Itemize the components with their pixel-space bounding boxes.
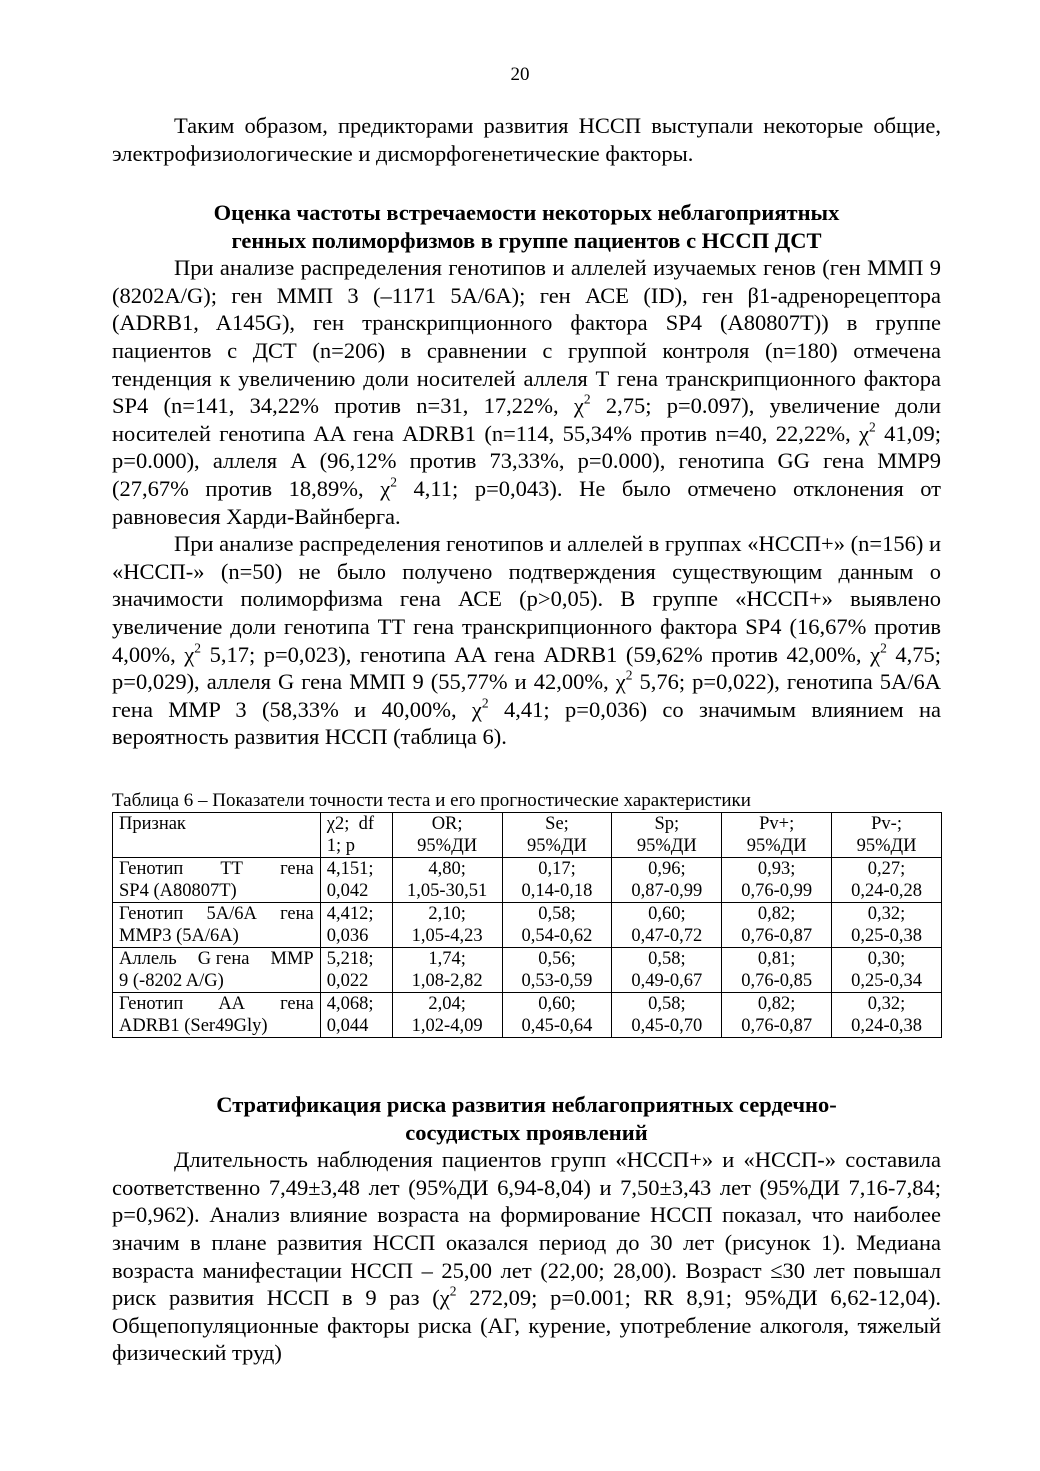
superscript: 2 xyxy=(869,419,876,435)
superscript: 2 xyxy=(449,1283,457,1299)
superscript: 2 xyxy=(583,391,591,407)
sp-cell xyxy=(612,858,722,903)
cell-value: 0,58; xyxy=(538,904,576,924)
row-label-cell xyxy=(113,948,321,993)
row-label-cell xyxy=(113,858,321,903)
cell-value: 0,58; xyxy=(648,949,686,969)
text-run: 4,41; p=0,036) со значимым влиянием на вероятность развития НССП (таблица 6). xyxy=(112,696,941,750)
superscript: 2 xyxy=(880,640,887,656)
cell-value: 0,76-0,85 xyxy=(741,971,813,991)
cell-value: 1,08-2,82 xyxy=(411,971,483,991)
or-cell xyxy=(392,993,502,1038)
table-row xyxy=(113,993,942,1038)
text-run: При анализе распределения генотипов и аллелей изучаемых генов (ген ММП 9 (8202A/G); ген ММП 3 (–1171 5А/6А); ген АСЕ (ID), ген β1-адренорецептора (ADRB1, A145G), ген транскрипционного фактора SP4 (A80807T)) в группе пациентов с ДСТ (n=206) в сравнении с группой контроля (n=180) отмечена тенденция к увеличению доли носителей аллеля Т гена транскрипционного фактора SP4 (n=141, 34,22% против n=31, 17,22%, χ xyxy=(112,255,941,419)
header-label: 1; p xyxy=(326,836,356,856)
sp-cell xyxy=(612,993,722,1038)
cell-value: 0,81; xyxy=(757,949,796,969)
se-cell xyxy=(502,948,612,993)
header-cell xyxy=(502,813,612,858)
cell-value: 0,25-0,38 xyxy=(851,926,922,946)
header-label: Pv+; xyxy=(759,814,795,834)
cell-value: 0,044 xyxy=(326,1016,369,1036)
row-label-cell xyxy=(113,993,321,1038)
text-run: 272,09; p=0.001; RR 8,91; 95%ДИ 6,62-12,04). Общепопуляционные факторы риска (АГ, курение, употребление алкоголя, тяжелый физический труд) xyxy=(112,1285,941,1366)
cell-value: 0,87-0,99 xyxy=(631,881,703,901)
cell-value: 0,49-0,67 xyxy=(631,971,703,991)
cell-value: 0,96; xyxy=(648,859,686,879)
cell-value: 0,53-0,59 xyxy=(521,971,593,991)
cell-value: 0,56; xyxy=(538,949,576,969)
chi-cell xyxy=(320,858,392,903)
cell-value: 2,10; xyxy=(428,904,466,924)
paragraph-genetics-1 xyxy=(112,254,941,530)
header-cell xyxy=(113,813,321,858)
heading-line: сосудистых проявлений xyxy=(405,1119,648,1145)
cell-value: 0,24-0,28 xyxy=(851,881,922,901)
pv-minus-cell xyxy=(832,858,942,903)
text-run: 4,75; p=0,029), аллеля G гена ММП 9 (55,77% и 42,00%, χ xyxy=(112,641,941,695)
cell-value: 0,47-0,72 xyxy=(631,926,703,946)
cell-value: 5,218; xyxy=(326,949,374,969)
pv-plus-cell xyxy=(722,993,832,1038)
row-label-line: SP4 (A80807T) xyxy=(119,881,237,901)
cell-value: 0,82; xyxy=(757,994,796,1014)
header-label: OR; xyxy=(431,814,463,834)
row-label-line: 9 (-8202 A/G) xyxy=(119,971,224,991)
section-risk xyxy=(112,1091,941,1367)
cell-value: 0,93; xyxy=(757,859,796,879)
chi-cell xyxy=(320,948,392,993)
cell-value: 0,76-0,99 xyxy=(741,881,813,901)
table-row xyxy=(113,858,942,903)
cell-value: 4,151; xyxy=(326,859,374,879)
header-label: Sp; xyxy=(654,814,680,834)
cell-value: 0,25-0,34 xyxy=(851,971,922,991)
cell-value: 0,14-0,18 xyxy=(521,881,593,901)
cell-value: 1,02-4,09 xyxy=(411,1016,483,1036)
cell-value: 0,60; xyxy=(538,994,576,1014)
cell-value: 0,82; xyxy=(757,904,796,924)
row-label-word: 5А/6А xyxy=(206,904,257,924)
row-label-word: гена xyxy=(280,994,314,1014)
superscript: 2 xyxy=(625,667,633,683)
se-cell xyxy=(502,993,612,1038)
cell-value: 4,80; xyxy=(428,859,466,879)
cell-value: 4,412; xyxy=(326,904,374,924)
row-label-word: Генотип xyxy=(119,994,184,1014)
text-run: 2,75; p=0.097), увеличение доли носителей генотипа AA гена ADRB1 (n=114, 55,34% против n=40, 22,22%, χ xyxy=(112,393,941,446)
row-label-line xyxy=(119,948,314,970)
or-cell xyxy=(392,858,502,903)
chi-cell xyxy=(320,993,392,1038)
cell-value: 0,76-0,87 xyxy=(741,926,813,946)
row-label-word: Генотип xyxy=(119,859,184,879)
cell-value: 4,068; xyxy=(326,994,374,1014)
header-label: Признак xyxy=(119,814,186,834)
pv-minus-cell xyxy=(832,993,942,1038)
row-label-word: ТТ xyxy=(220,859,243,879)
pv-plus-cell xyxy=(722,858,832,903)
row-label-cell xyxy=(113,903,321,948)
header-cell xyxy=(612,813,722,858)
header-label: 95%ДИ xyxy=(746,836,807,856)
row-label-line xyxy=(119,903,314,925)
cell-value: 0,036 xyxy=(326,926,369,946)
cell-value: 0,042 xyxy=(326,881,369,901)
header-label: 95%ДИ xyxy=(417,836,478,856)
heading-line: Стратификация риска развития неблагоприятных сердечно- xyxy=(216,1092,837,1117)
paragraph-genetics-2 xyxy=(112,530,941,751)
cell-value: 0,58; xyxy=(648,994,686,1014)
pv-plus-cell xyxy=(722,903,832,948)
sp-cell xyxy=(612,903,722,948)
cell-value: 0,24-0,38 xyxy=(851,1016,922,1036)
or-cell xyxy=(392,948,502,993)
header-label: χ2; df xyxy=(326,814,375,834)
paragraph-risk-1 xyxy=(112,1146,941,1367)
pv-plus-cell xyxy=(722,948,832,993)
cell-value: 0,32; xyxy=(867,994,906,1014)
superscript: 2 xyxy=(390,474,397,490)
header-cell xyxy=(320,813,392,858)
row-label-line: MMP3 (5A/6A) xyxy=(119,926,239,946)
section-heading-risk xyxy=(112,1091,941,1146)
cell-value: 0,76-0,87 xyxy=(741,1016,813,1036)
cell-value: 2,04; xyxy=(428,994,466,1014)
row-label-line: ADRB1 (Ser49Gly) xyxy=(119,1016,268,1036)
text-run: Длительность наблюдения пациентов групп «НССП+» и «НССП-» составила соответственно 7,49±3,48 лет (95%ДИ 6,94-8,04) и 7,50±3,43 лет (95%ДИ 7,16-7,84; p=0,962). Анализ влияние возраста на формирование НССП показал, что наиболее значим в плане развития НССП оказался период до 30 лет (рисунок 1). Медиана возраста манифестации НССП – 25,00 лет (22,00; 28,00). Возраст ≤30 лет повышал риск развития НССП в 9 раз (χ xyxy=(112,1147,941,1311)
row-label-word: MMP xyxy=(270,949,314,969)
cell-value: 0,022 xyxy=(326,971,369,991)
row-label-word: Аллель xyxy=(119,949,177,969)
row-label-word: АА xyxy=(218,994,246,1014)
text-run: 5,17; p=0,023), генотипа AA гена ADRB1 (59,62% против 42,00%, χ xyxy=(201,641,881,667)
chi-cell xyxy=(320,903,392,948)
table-row xyxy=(113,903,942,948)
header-label: 95%ДИ xyxy=(856,836,917,856)
heading-line: генных полиморфизмов в группе пациентов с НССП ДСТ xyxy=(231,227,822,253)
cell-value: 1,05-4,23 xyxy=(411,926,483,946)
table-caption: Таблица 6 – Показатели точности теста и его прогностические характеристики xyxy=(112,790,751,811)
section-heading-genetics xyxy=(112,199,941,254)
cell-value: 0,45-0,64 xyxy=(521,1016,593,1036)
page-number: 20 xyxy=(510,64,530,85)
table-row xyxy=(113,948,942,993)
row-label-word: G гена xyxy=(197,949,250,969)
or-cell xyxy=(392,903,502,948)
intro-block xyxy=(112,112,941,167)
data-table xyxy=(112,812,942,1038)
cell-value: 1,74; xyxy=(428,949,466,969)
cell-value: 0,60; xyxy=(648,904,686,924)
heading-line: Оценка частоты встречаемости некоторых неблагоприятных xyxy=(213,200,840,225)
row-label-word: гена xyxy=(280,904,314,924)
se-cell xyxy=(502,858,612,903)
row-label-word: Генотип xyxy=(119,904,184,924)
pv-minus-cell xyxy=(832,903,942,948)
superscript: 2 xyxy=(194,640,202,656)
header-label: Se; xyxy=(545,814,569,834)
cell-value: 1,05-30,51 xyxy=(407,881,488,901)
cell-value: 0,17; xyxy=(538,859,576,879)
pv-minus-cell xyxy=(832,948,942,993)
header-cell xyxy=(832,813,942,858)
header-label: Pv-; xyxy=(871,814,902,834)
table-header-row xyxy=(113,813,942,858)
cell-value: 0,45-0,70 xyxy=(631,1016,703,1036)
se-cell xyxy=(502,903,612,948)
header-label: 95%ДИ xyxy=(636,836,697,856)
cell-value: 0,54-0,62 xyxy=(521,926,593,946)
section-genetics xyxy=(112,199,941,751)
superscript: 2 xyxy=(481,695,489,711)
header-label: 95%ДИ xyxy=(527,836,587,856)
sp-cell xyxy=(612,948,722,993)
header-cell xyxy=(722,813,832,858)
cell-value: 0,30; xyxy=(867,949,906,969)
header-spacer xyxy=(119,835,314,857)
header-cell xyxy=(392,813,502,858)
intro-paragraph: Таким образом, предикторами развития НССП выступали некоторые общие, электрофизиологические и дисморфогенетические факторы. xyxy=(112,113,941,166)
row-label-line xyxy=(119,858,314,880)
row-label-line xyxy=(119,993,314,1015)
text-run: При анализе распределения генотипов и аллелей в группах «НССП+» (n=156) и «НССП-» (n=50) не было получено подтверждения существующим данным о значимости полиморфизма гена АСЕ (p>0,05). В группе «НССП+» выявлено увеличение доли генотипа ТТ гена транскрипционного фактора SP4 (16,67% против 4,00%, χ xyxy=(112,531,941,667)
row-label-word: гена xyxy=(280,859,314,879)
cell-value: 0,32; xyxy=(867,904,906,924)
text-run: 41,09; p=0.000), аллеля А (96,12% против 73,33%, p=0.000), генотипа GG гена MMP9 (27,67% против 18,89%, χ xyxy=(112,420,941,501)
text-run: 5,76; p=0,022), генотипа 5А/6А гена MMP 3 (58,33% и 40,00%, χ xyxy=(112,669,941,722)
cell-value: 0,27; xyxy=(867,859,906,879)
text-run: 4,11; p=0,043). Не было отмечено отклонения от равновесия Харди-Вайнберга. xyxy=(112,475,941,529)
